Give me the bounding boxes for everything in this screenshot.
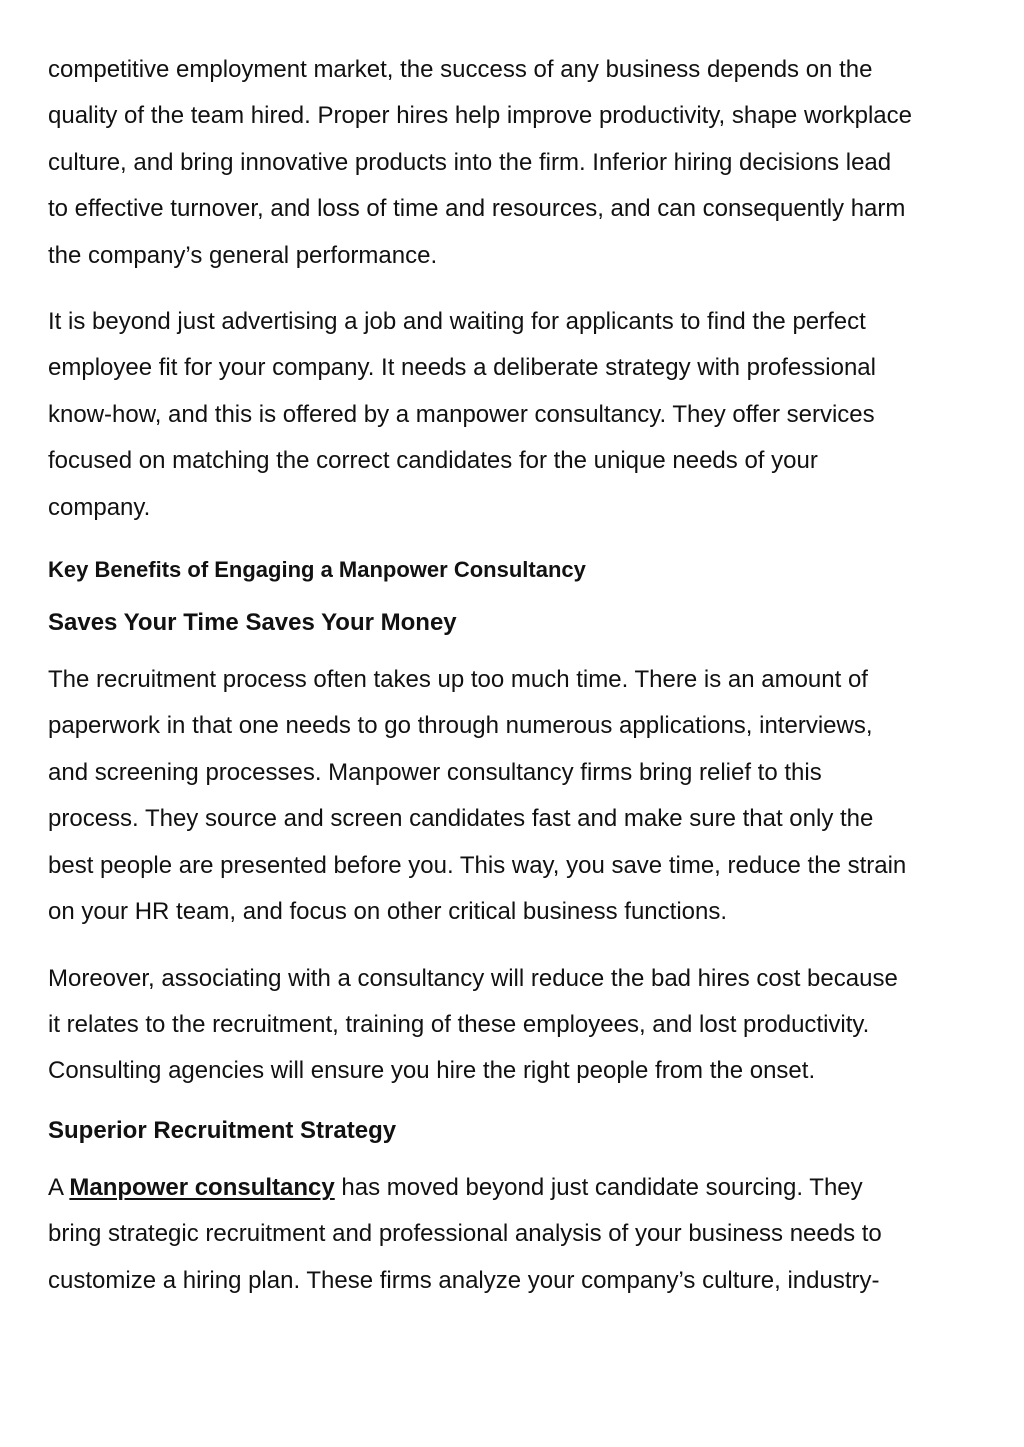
paragraph-recruitment-process: The recruitment process often takes up too much time. There is an amount of paperwork in that one needs to go through numerous applications, interviews, and screening processes. Manpower consultancy firms bring relief to this process. They source and screen candidates fast and make sure that only the best people are presented before you. This way, you save time, reduce the strain on your HR team, and focus on other critical business functions. [48, 666, 907, 926]
heading-key-benefits: Key Benefits of Engaging a Manpower Consultancy [48, 557, 586, 583]
heading-saves-time-money: Saves Your Time Saves Your Money [48, 609, 457, 637]
paragraph-text-before-link: A [48, 1173, 70, 1201]
paragraph-deliberate-strategy: It is beyond just advertising a job and waiting for applicants to find the perfect employee fit for your company. It needs a deliberate strategy with professional know-how, and this is offered by a manpower consultancy. They offer services focused on matching the correct candidates for the unique needs of your company. [48, 308, 876, 521]
manpower-consultancy-link[interactable]: Manpower consultancy [69, 1173, 335, 1201]
paragraph-text-after-link: has moved beyond just candidate sourcing. They bring strategic recruitment and professional analysis of your business needs to customize a hiring plan. These firms analyze your company’s culture, industry- [48, 1173, 882, 1294]
paragraph-manpower-consultancy [48, 1165, 988, 1304]
paragraph-hiring-quality: competitive employment market, the success of any business depends on the quality of the team hired. Proper hires help improve productivity, shape workplace culture, and bring innovative products into the firm. Inferior hiring decisions lead to effective turnover, and loss of time and resources, and can consequently harm the company’s general performance. [48, 56, 912, 269]
heading-superior-strategy: Superior Recruitment Strategy [48, 1116, 397, 1144]
document-page [48, 47, 988, 1324]
paragraph-bad-hires-cost: Moreover, associating with a consultancy will reduce the bad hires cost because it relates to the recruitment, training of these employees, and lost productivity. Consulting agencies will ensure you hire the right people from the onset. [48, 964, 898, 1085]
